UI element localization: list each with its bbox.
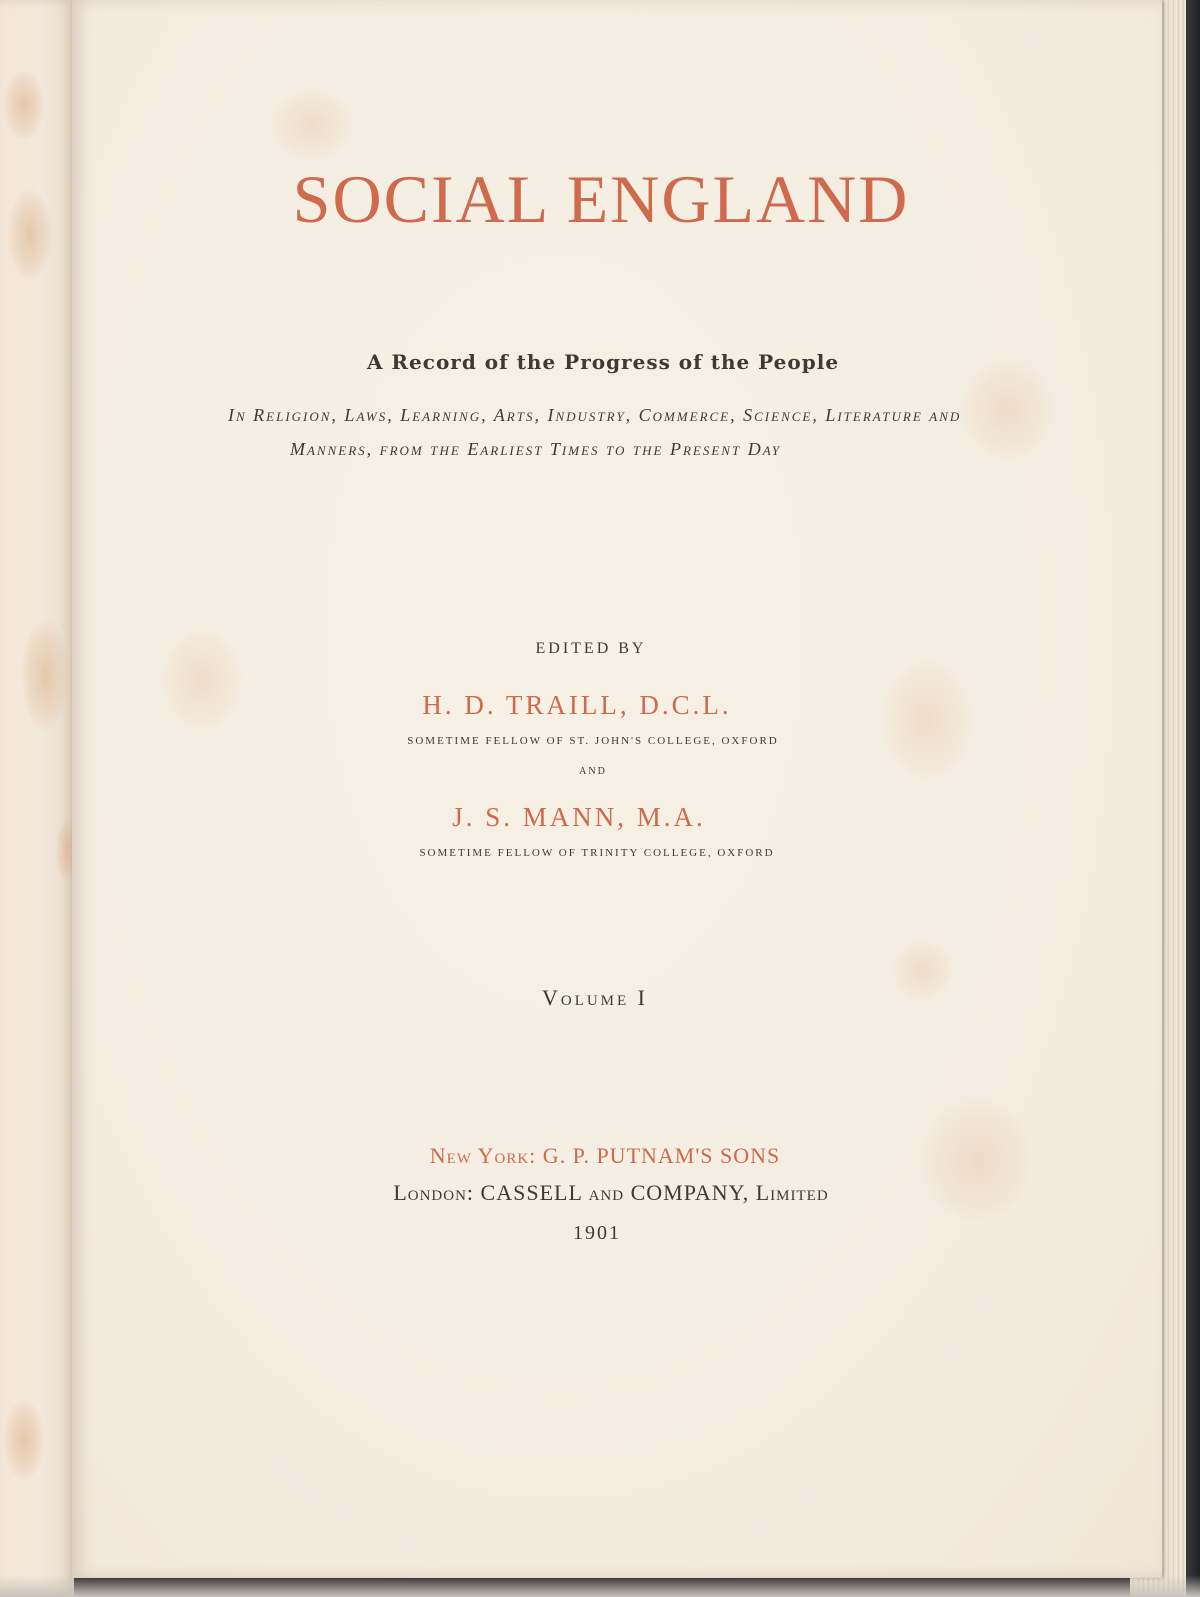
volume-label: Volume I [541,985,649,1010]
book-description: In Religion, Laws, Learning, Arts, Industry, Commerce, Science, Literature and Manners, from the Earliest Times to the Present Day [228,405,962,459]
book-cover-edge [1186,0,1200,1597]
conjunction-label: AND [579,766,607,777]
edited-by-label: EDITED BY [535,640,647,657]
imprint-london: London: CASSELL and COMPANY, Limited [393,1180,829,1205]
book-title: SOCIAL ENGLAND [292,161,910,237]
imprint-new-york: New York: G. P. PUTNAM'S SONS [429,1143,781,1168]
bottom-edge-shadow [0,1575,1200,1597]
editor-name: J. S. MANN, M.A. [452,802,706,832]
previous-page-edge [0,0,74,1597]
title-page [72,0,1162,1578]
editor-affiliation: SOMETIME FELLOW OF ST. JOHN'S COLLEGE, OXFORD [407,735,779,747]
publication-year: 1901 [573,1222,621,1244]
editor-affiliation: SOMETIME FELLOW OF TRINITY COLLEGE, OXFORD [419,847,775,859]
book-subtitle: A Record of the Progress of the People [366,350,840,374]
editor-name: H. D. TRAILL, D.C.L. [422,690,732,720]
